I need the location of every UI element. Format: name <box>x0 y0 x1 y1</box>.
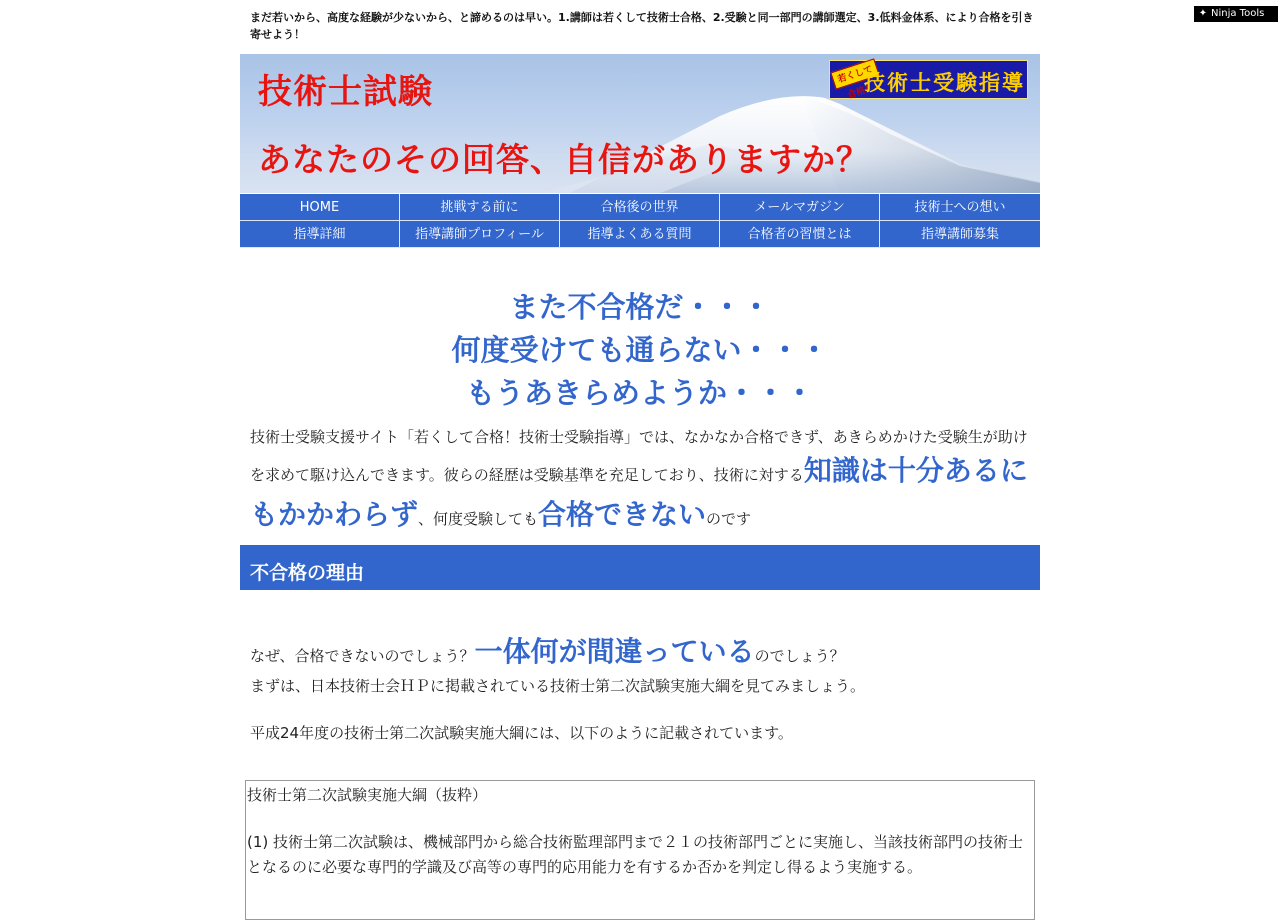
headline-line-2: 何度受けても通らない・・・ <box>451 333 829 367</box>
logo-badge: 若くして合格！ <box>830 58 879 89</box>
logo-text: 技術士受験指導 <box>864 70 1025 95</box>
headline-line-1: また不合格だ・・・ <box>509 290 771 324</box>
ninja-tools-badge[interactable] <box>1194 6 1278 22</box>
reason-question <box>250 632 845 676</box>
nav-item-faq[interactable]: 指導よくある質問 <box>560 221 720 248</box>
intro-text-3: のです <box>706 510 752 528</box>
reason-question-emphasis: 一体何が間違っている <box>474 635 755 668</box>
nav-item-passer-habits[interactable]: 合格者の習慣とは <box>720 221 880 248</box>
intro-emphasis-1: 知識は十分あるにもかかわらず <box>250 454 1028 531</box>
nav-item-home[interactable]: HOME <box>240 194 400 221</box>
hero-banner <box>240 54 1040 193</box>
nav-item-thoughts[interactable]: 技術士への想い <box>880 194 1040 221</box>
site-logo[interactable] <box>829 60 1028 102</box>
ninja-tools-label: Ninja Tools <box>1211 8 1265 19</box>
intro-text-1: 技術士受験支援サイト「若くして合格！技術士受験指導」では、なかなか合格できず、あきらめかけた受験生が助けを求めて駆け込んできます。彼らの経歴は受験基準を充足しており、技術に対する <box>250 428 1028 484</box>
reason-line-2: まずは、日本技術士会ＨＰに掲載されている技術士第二次試験実施大綱を見てみましょう。 <box>250 677 866 695</box>
section-heading: 不合格の理由 <box>240 545 1040 590</box>
reason-line-3: 平成24年度の技術士第二次試験実施大綱には、以下のように記載されています。 <box>250 724 793 742</box>
reason-question-post: のでしょう？ <box>754 647 845 665</box>
nav-row-2 <box>240 221 1040 248</box>
intro-paragraph <box>250 425 1030 537</box>
nav-item-instructor-recruit[interactable]: 指導講師募集 <box>880 221 1040 248</box>
nav-row-1 <box>240 194 1040 221</box>
nav-item-mail-magazine[interactable]: メールマガジン <box>720 194 880 221</box>
quote-heading: 技術士第二次試験実施大綱（抜粋） <box>247 786 488 804</box>
ninja-star-icon: ✦ <box>1198 8 1208 19</box>
reason-question-pre: なぜ、合格できないのでしょう？ <box>250 647 475 665</box>
hero-subtitle: あなたのその回答、自信がありますか？ <box>258 140 870 179</box>
quote-item-1: (1) 技術士第二次試験は、機械部門から総合技術監理部門まで２１の技術部門ごとに実施し、当該技術部門の技術士となるのに必要な専門的学識及び高等の専門的応用能力を有するか否かを判定し得るよう実施する。 <box>247 833 1024 876</box>
intro-emphasis-2: 合格できない <box>538 498 707 531</box>
headline-line-3: もうあきらめようか・・・ <box>465 376 814 410</box>
site-tagline: まだ若いから、高度な経験が少ないから、と諦めるのは早い。1.講師は若くして技術士合格、2.受験と同一部門の講師選定、3.低料金体系、により合格を引き寄せよう！ <box>250 11 1034 41</box>
nav-item-before-challenge[interactable]: 挑戦する前に <box>400 194 560 221</box>
nav-item-guidance-details[interactable]: 指導詳細 <box>240 221 400 248</box>
nav-item-after-passing[interactable]: 合格後の世界 <box>560 194 720 221</box>
main-navigation <box>240 194 1040 248</box>
nav-item-instructor-profile[interactable]: 指導講師プロフィール <box>400 221 560 248</box>
exam-outline-quote <box>245 780 1035 920</box>
hero-title: 技術士試験 <box>258 72 433 112</box>
headline <box>240 286 1040 415</box>
intro-text-2: 、何度受験しても <box>418 510 539 528</box>
